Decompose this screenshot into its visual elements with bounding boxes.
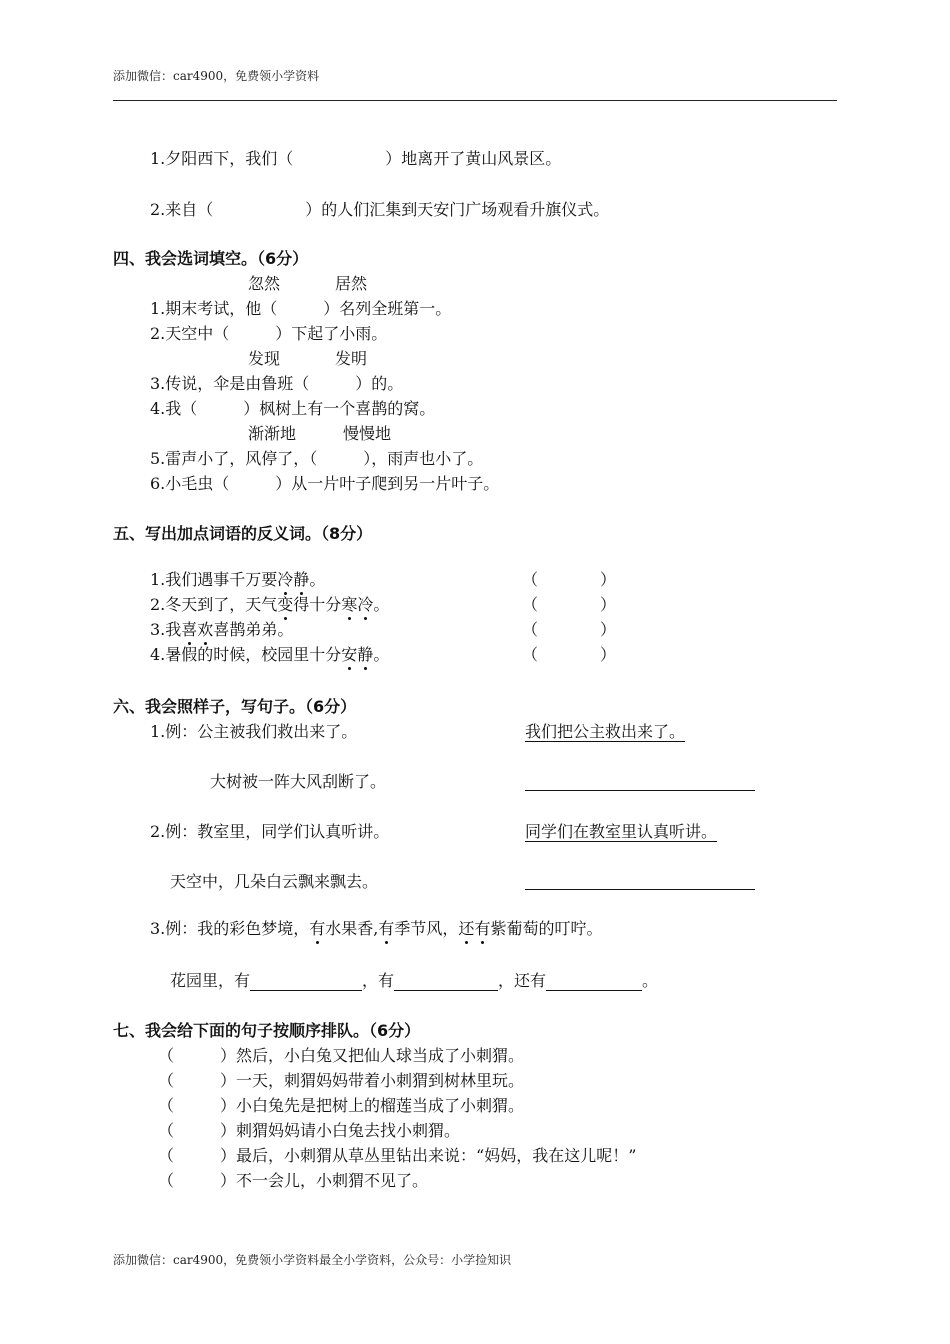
p3-q1-text-b: ）地离开了黄山风景区。	[385, 149, 562, 168]
p7-item-6	[158, 1171, 428, 1191]
page-footer: 添加微信：car4900，免费领小学资料最全小学资料，公众号：小学捡知识	[113, 1253, 512, 1267]
p7-item-text: 最后，小刺猬从草丛里钻出来说：“妈妈，我在这儿呢！”	[236, 1146, 637, 1165]
p5-answer-box-1[interactable]	[522, 570, 616, 590]
p7-item-text: 不一会儿，小刺猬不见了。	[236, 1171, 429, 1190]
paren-close: ）	[220, 1146, 237, 1165]
p4-question-2	[150, 324, 387, 344]
p3-q2-text-a: 2.来自（	[150, 200, 214, 219]
p5-question-3	[150, 620, 293, 640]
p7-item-text: 然后，小白兔又把仙人球当成了小刺猬。	[236, 1046, 525, 1065]
section-title-5: 五、写出加点词语的反义词。（8分）	[113, 524, 373, 543]
paren-close: ）	[600, 570, 617, 589]
paren-open: （	[522, 645, 539, 664]
paren-close: ）	[220, 1121, 237, 1140]
paren-close: ）	[220, 1171, 237, 1190]
p6-ex3-dotted-hai: 还	[458, 919, 475, 938]
paren-open: （	[522, 620, 539, 639]
p6-ex3-mid-2: 季节风，	[394, 919, 459, 938]
p6-q3-p4: 。	[642, 971, 659, 990]
p5-answer-box-2[interactable]	[522, 595, 616, 615]
paren-open: （	[158, 1071, 175, 1090]
p5-q2-dotted-3: 冷	[357, 595, 374, 614]
p5-q4-post: 。	[373, 645, 390, 664]
word-choice-3b: 慢慢地	[343, 424, 392, 443]
p7-item-4	[158, 1121, 460, 1141]
p3-q2-text-b: ）的人们汇集到天安门广场观看升旗仪式。	[305, 200, 610, 219]
p4-q5-a: 5.雷声小了，风停了，（	[150, 449, 318, 468]
p4-q2-a: 2.天空中（	[150, 324, 230, 343]
p6-q3-blank-3[interactable]	[546, 974, 642, 991]
p5-q3-post: 喜鹊弟弟。	[213, 620, 294, 639]
p4-q3-a: 3.传说，伞是由鲁班（	[150, 374, 310, 393]
p6-example-2-answer: 同学们在教室里认真听讲。	[525, 822, 718, 841]
paren-close: ）	[600, 645, 617, 664]
p7-item-5	[158, 1146, 636, 1166]
p5-q3-dotted-1: 喜	[181, 620, 198, 639]
word-choice-1b: 居然	[335, 274, 368, 293]
p5-q2-dotted-1: 变	[277, 595, 294, 614]
p4-question-6	[150, 474, 499, 494]
section-title-4: 四、我会选词填空。（6分）	[113, 249, 309, 268]
paren-open: （	[158, 1096, 175, 1115]
paren-open: （	[522, 595, 539, 614]
paren-open: （	[158, 1046, 175, 1065]
p7-item-text: 一天，刺猬妈妈带着小刺猬到树林里玩。	[236, 1071, 525, 1090]
p6-example-1-answer: 我们把公主救出来了。	[525, 722, 686, 741]
p5-question-2	[150, 595, 389, 615]
p3-question-2	[150, 200, 609, 220]
word-choice-1a: 忽然	[248, 274, 281, 293]
p4-q6-b: ）从一片叶子爬到另一片叶子。	[275, 474, 500, 493]
paren-open: （	[158, 1146, 175, 1165]
p4-q6-a: 6.小毛虫（	[150, 474, 230, 493]
word-choice-3a: 渐渐地	[248, 424, 297, 443]
p4-q4-a: 4.我（	[150, 399, 198, 418]
p4-q1-b: ）名列全班第一。	[323, 299, 452, 318]
p6-ex3-dotted-you-3: 有	[474, 919, 491, 938]
p6-q3-blank-1[interactable]	[250, 974, 362, 991]
p5-q2-pre: 2.冬天到了，天气	[150, 595, 278, 614]
p5-q4-dotted-1: 安	[341, 645, 358, 664]
p6-answer-line-2[interactable]	[525, 889, 755, 890]
p7-item-1	[158, 1046, 524, 1066]
p4-q2-b: ）下起了小雨。	[275, 324, 388, 343]
p6-question-2: 天空中，几朵白云飘来飘去。	[170, 872, 379, 891]
p5-q3-pre: 3.我	[150, 620, 182, 639]
p6-q3-blank-2[interactable]	[394, 974, 498, 991]
p6-ex3-dotted-you-1: 有	[309, 919, 326, 938]
paren-close: ）	[220, 1046, 237, 1065]
paren-close: ）	[600, 620, 617, 639]
p5-q2-dotted-2: 寒	[341, 595, 358, 614]
p4-question-4	[150, 399, 435, 419]
p5-q2-post: 。	[373, 595, 390, 614]
p4-q3-b: ）的。	[355, 374, 404, 393]
p6-ex3-mid-1: 水果香,	[325, 919, 379, 938]
paren-close: ）	[220, 1096, 237, 1115]
word-choice-2b: 发明	[335, 349, 368, 368]
p4-question-1	[150, 299, 451, 319]
p6-example-2: 2.例：教室里，同学们认真听讲。	[150, 822, 390, 841]
section-title-7: 七、我会给下面的句子按顺序排队。（6分）	[113, 1021, 421, 1040]
p5-question-1	[150, 570, 325, 590]
p6-question-3	[170, 971, 658, 991]
p5-q1-pre: 1.我们遇事千万要	[150, 570, 278, 589]
p5-q2-mid: 得十分	[293, 595, 342, 614]
p5-q4-pre: 4.暑假的时候，校园里十分	[150, 645, 342, 664]
paren-open: （	[522, 570, 539, 589]
section-title-6: 六、我会照样子，写句子。（6分）	[113, 697, 357, 716]
header-rule	[113, 100, 837, 101]
p6-example-3	[150, 919, 602, 939]
p5-q1-post: 。	[309, 570, 326, 589]
p6-ex3-dotted-you-2: 有	[378, 919, 395, 938]
p5-q3-dotted-2: 欢	[197, 620, 214, 639]
p5-q4-dotted-2: 静	[357, 645, 374, 664]
p3-q1-text-a: 1.夕阳西下，我们（	[150, 149, 294, 168]
p6-q3-p1: 花园里，有	[170, 971, 251, 990]
p6-answer-line-1[interactable]	[525, 790, 755, 791]
p4-question-3	[150, 374, 403, 394]
p6-q3-p3: ，还有	[498, 971, 547, 990]
p5-answer-box-3[interactable]	[522, 620, 616, 640]
p6-q3-p2: ，有	[362, 971, 395, 990]
paren-open: （	[158, 1121, 175, 1140]
p7-item-2	[158, 1071, 524, 1091]
p7-item-text: 小白兔先是把树上的榴莲当成了小刺猬。	[236, 1096, 525, 1115]
p5-q1-dotted-1: 冷	[277, 570, 294, 589]
p4-q4-b: ）枫树上有一个喜鹊的窝。	[243, 399, 436, 418]
paren-open: （	[158, 1171, 175, 1190]
p3-question-1	[150, 149, 561, 169]
p4-q5-b: ），雨声也小了。	[363, 449, 484, 468]
p4-q1-a: 1.期末考试，他（	[150, 299, 278, 318]
page-header: 添加微信：car4900，免费领小学资料	[113, 69, 320, 83]
paren-close: ）	[600, 595, 617, 614]
p6-example-1: 1.例：公主被我们救出来了。	[150, 722, 358, 741]
word-choice-2a: 发现	[248, 349, 281, 368]
p4-question-5	[150, 449, 483, 469]
p6-question-1: 大树被一阵大风刮断了。	[210, 772, 387, 791]
p7-item-text: 刺猬妈妈请小白兔去找小刺猬。	[236, 1121, 461, 1140]
p5-q1-dotted-2: 静	[293, 570, 310, 589]
p6-ex3-pre: 3.例：我的彩色梦境，	[150, 919, 310, 938]
paren-close: ）	[220, 1071, 237, 1090]
p6-ex3-post: 紫葡萄的叮咛。	[490, 919, 603, 938]
p5-answer-box-4[interactable]	[522, 645, 616, 665]
p7-item-3	[158, 1096, 524, 1116]
p5-question-4	[150, 645, 389, 665]
